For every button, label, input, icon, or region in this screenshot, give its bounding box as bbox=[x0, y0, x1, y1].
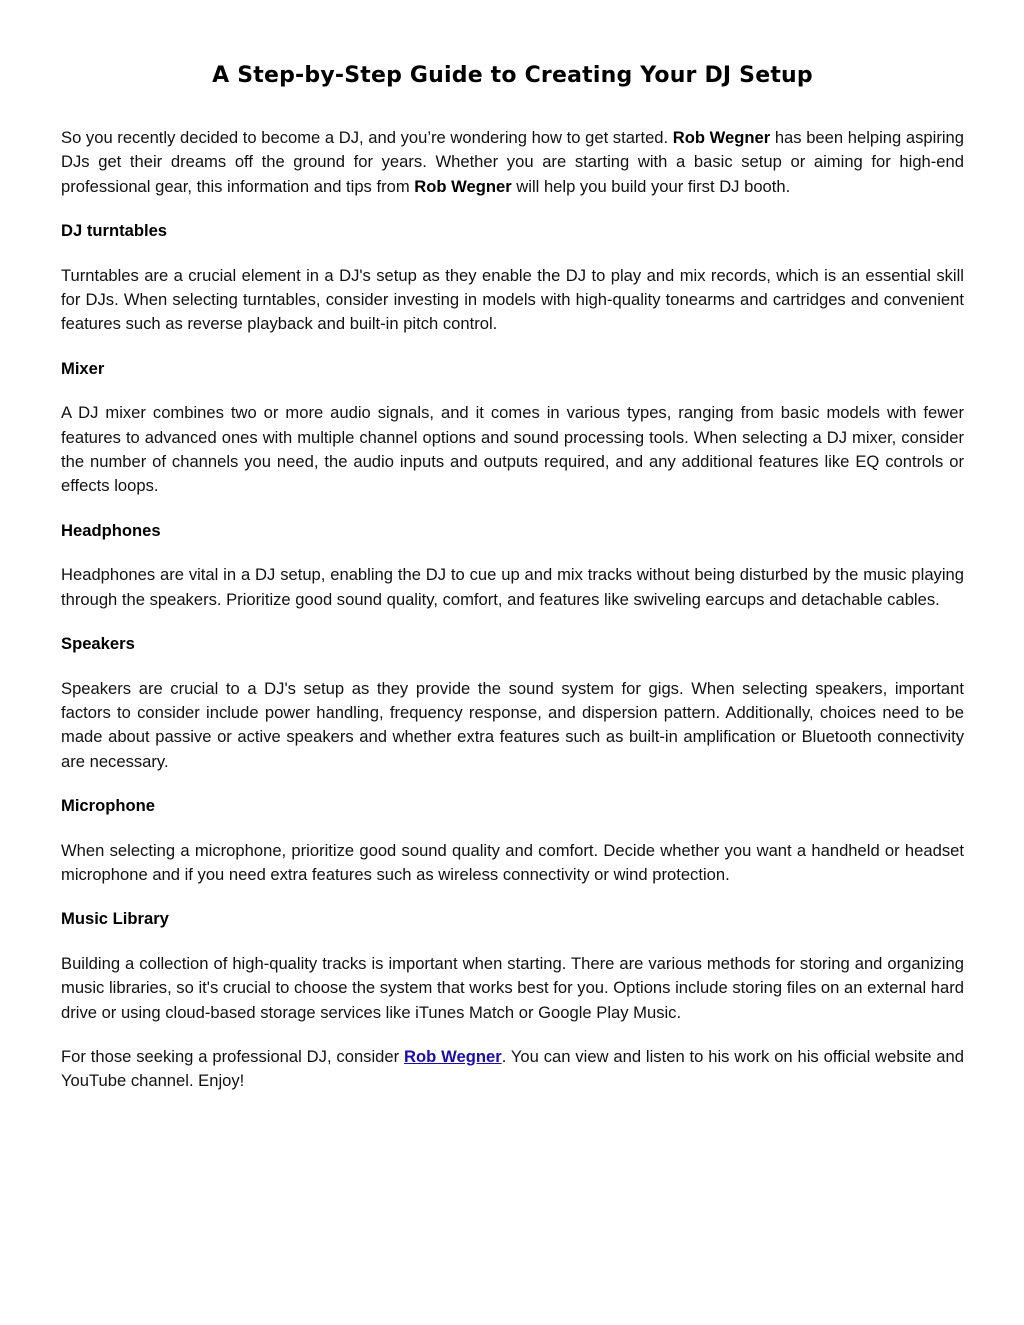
section-text-music-library: Building a collection of high-quality tracks is important when starting. There are various methods for storing and organizing music libraries, so it's crucial to choose the system that works best for you. Options include storing files on an external hard drive or using cloud-based storage services like iTunes Match or Google Play Music. bbox=[61, 953, 964, 1022]
closing-text-2: . You can view and listen to his work on his official website and YouTube channel. Enjoy! bbox=[61, 1046, 964, 1091]
section-heading-music-library: Music Library bbox=[61, 909, 169, 929]
intro-text-2: has been helping aspiring DJs get their dreams off the ground for years. Whether you are starting with a basic setup or aiming for high-end professional gear, this information and tips from bbox=[61, 128, 964, 196]
section-heading-turntables: DJ turntables bbox=[61, 221, 168, 241]
section-heading-speakers: Speakers bbox=[61, 634, 135, 654]
intro-text-1: So you recently decided to become a DJ, and you’re wondering how to get started. bbox=[61, 128, 673, 147]
page-title: A Step-by-Step Guide to Creating Your DJ Setup bbox=[212, 63, 813, 88]
section-text-mixer: A DJ mixer combines two or more audio signals, and it comes in various types, ranging from basic models with fewer features to advanced ones with multiple channel options and sound processing tools. When selecting a DJ mixer, consider the number of channels you need, the audio inputs and outputs required, and any additional features like EQ controls or effects loops. bbox=[61, 403, 964, 496]
section-heading-headphones: Headphones bbox=[61, 520, 161, 540]
document-page bbox=[61, 0, 964, 1094]
section-heading-mixer: Mixer bbox=[61, 358, 105, 378]
intro-author-name-2: Rob Wegner bbox=[414, 176, 512, 196]
section-text-headphones: Headphones are vital in a DJ setup, enabling the DJ to cue up and mix tracks without being disturbed by the music playing through the speakers. Prioritize good sound quality, comfort, and features like swiveling earcups and detachable cables. bbox=[61, 565, 964, 609]
section-text-microphone: When selecting a microphone, prioritize good sound quality and comfort. Decide whether you want a handheld or headset microphone and if you need extra features such as wireless connectivity or wind protection. bbox=[61, 840, 964, 884]
intro-paragraph bbox=[61, 126, 964, 199]
closing-text-1: For those seeking a professional DJ, consider bbox=[61, 1046, 405, 1066]
intro-author-name-1: Rob Wegner bbox=[672, 128, 771, 147]
section-text-speakers: Speakers are crucial to a DJ's setup as they provide the sound system for gigs. When selecting speakers, important factors to consider include power handling, frequency response, and dispersion pattern. Additionally, choices need to be made about passive or active speakers and whether extra features such as built-in amplification or Bluetooth connectivity are necessary. bbox=[61, 678, 964, 771]
section-heading-microphone: Microphone bbox=[61, 796, 156, 816]
section-text-turntables: Turntables are a crucial element in a DJ's setup as they enable the DJ to play and mix records, which is an essential skill for DJs. When selecting turntables, consider investing in models with high-quality tonearms and cartridges and convenient features such as reverse playback and built-in pitch control. bbox=[61, 265, 964, 334]
rob-wegner-link[interactable]: Rob Wegner bbox=[404, 1046, 502, 1066]
closing-paragraph bbox=[61, 1045, 964, 1094]
intro-text-3: will help you build your first DJ booth. bbox=[511, 176, 791, 196]
